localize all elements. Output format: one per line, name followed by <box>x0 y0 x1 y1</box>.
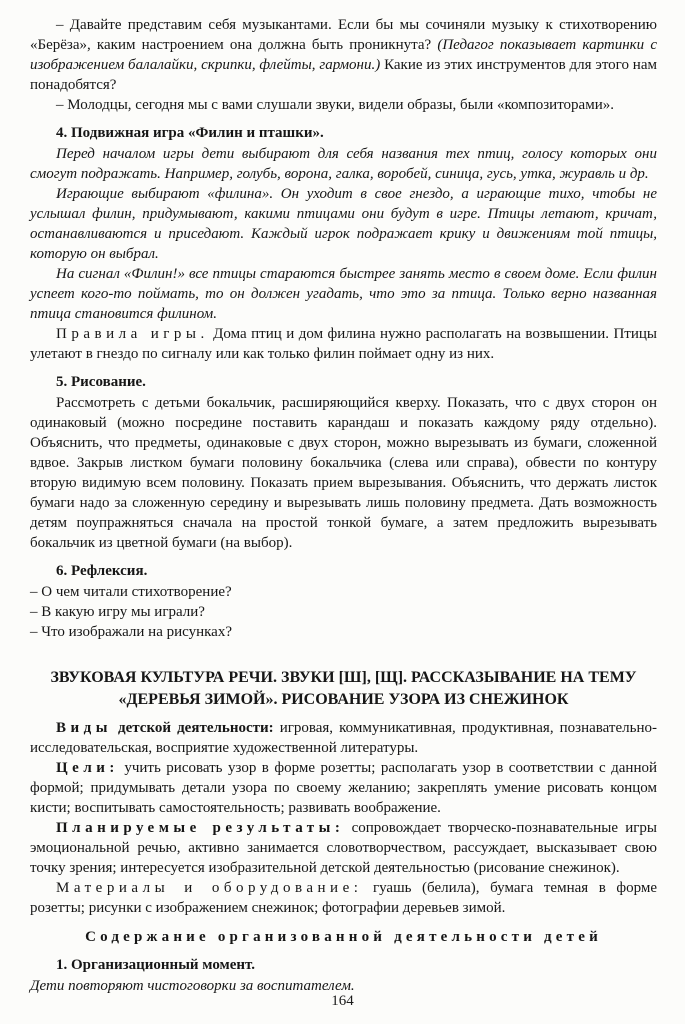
activity-types-label-spaced: Виды <box>56 720 112 736</box>
paragraph-org-moment: Дети повторяют чистоговорки за воспитателем. <box>30 978 355 994</box>
paragraph-goals <box>30 758 657 818</box>
goals-text: учить рисовать узор в форме розетты; располагать узор в соответствии с данной формой; придумывать детали узора по своему желанию; закреплять умение рисовать концом кисти; воспитывать самостоятельность; развивать воображение. <box>30 760 657 816</box>
paragraph-game-signal: На сигнал «Филин!» все птицы стараются быстрее занять место в своем доме. Если филин успеет кого-то поймать, то он должен угадать, что это за птица. Только верно названная птица становится филином. <box>30 266 657 322</box>
paragraph-dialogue-praise: – Молодцы, сегодня мы с вами слушали звуки, видели образы, были «композиторами». <box>56 97 614 113</box>
section-heading-org-moment: 1. Организационный момент. <box>56 957 256 973</box>
materials-label: Материалы и оборудование: <box>56 880 363 896</box>
section-heading-game: 4. Подвижная игра «Филин и пташки». <box>56 125 324 141</box>
paragraph-game-description: Играющие выбирают «филина». Он уходит в свое гнездо, а играющие тихо, чтобы не услышал филин, придумывают, какими птицами они будут в игре. Птицы летают, кричат, останавливаются и приседают. Каждый игрок подражает крику и движениям той птицы, которую он выбрал. <box>30 186 657 262</box>
page-number: 164 <box>331 993 354 1009</box>
planned-results-label: Планируемые результаты: <box>56 820 345 836</box>
paragraph-activity-types <box>30 718 657 758</box>
planned-results-text: сопровождает творческо-познавательные игры эмоциональной речью, активно занимается словотворчеством, рассуждает, высказывает свою точку зрения; интересуется изобразительной детской деятельностью (рисование снежинок). <box>30 820 657 876</box>
rules-label: Правила игры. <box>56 326 209 342</box>
section-heading-drawing: 5. Рисование. <box>56 374 146 390</box>
paragraph-music-dialogue <box>30 15 657 95</box>
paragraph-game-rules <box>30 324 657 364</box>
section-heading-reflection: 6. Рефлексия. <box>56 563 148 579</box>
paragraph-game-intro: Перед началом игры дети выбирают для себя названия тех птиц, голосу которых они смогут подражать. Например, голубь, ворона, галка, воробей, синица, гусь, утка, журавль и др. <box>30 146 657 182</box>
paragraph-planned-results <box>30 818 657 878</box>
reflection-question-2: – В какую игру мы играли? <box>30 604 205 620</box>
lesson-title: ЗВУКОВАЯ КУЛЬТУРА РЕЧИ. ЗВУКИ [Ш], [Щ]. РАССКАЗЫВАНИЕ НА ТЕМУ «ДЕРЕВЬЯ ЗИМОЙ». РИСОВАНИЕ УЗОРА ИЗ СНЕЖИНОК <box>50 669 637 708</box>
reflection-question-1: – О чем читали стихотворение? <box>30 584 232 600</box>
dialogue-line-text-cont: Какие из этих инструментов для этого нам понадобятся? <box>30 57 657 93</box>
teacher-action-note: (Педагог показывает картинки с изображением балалайки, скрипки, флейты, гармони.) <box>30 37 657 73</box>
content-section-heading: Содержание организованной деятельности детей <box>85 929 602 945</box>
materials-text: гуашь (белила), бумага темная в форме розетты; рисунки с изображением снежинок; фотографии деревьев зимой. <box>30 880 657 916</box>
dialogue-line-text: – Давайте представим себя музыкантами. Если бы мы сочиняли музыку к стихотворению «Берёза», каким настроением она должна быть проникнута? <box>30 17 657 53</box>
activity-types-label: детской деятельности: <box>111 720 280 736</box>
activity-types-text: игровая, коммуникативная, продуктивная, познавательно-исследовательская, восприятие художественной литературы. <box>30 720 657 756</box>
paragraph-drawing-instructions: Рассмотреть с детьми бокальчик, расширяющийся кверху. Показать, что с двух сторон он одинаковый (можно посредине поставить карандаш и показать каждому ряду отдельно). Объяснить, что предметы, одинаковые с двух сторон, можно вырезывать из бумаги, сложенной вдвое. Закрыв листком бумаги половину бокальчика (слева или справа), обвести по контуру вторую видимую всем половину. Показать прием вырезывания. Объяснить, что держать листок бумаги надо за сложенную середину и вырезывать лишь половину предмета. Дать возможность детям поупражняться сначала на простой тонкой бумаге, а затем предложить вырезывать бокальчик из цветной бумаги (на выбор). <box>30 395 657 551</box>
goals-label: Цели: <box>56 760 119 776</box>
paragraph-materials <box>30 878 657 918</box>
reflection-question-3: – Что изображали на рисунках? <box>30 624 233 640</box>
rules-text: Дома птиц и дом филина нужно располагать на возвышении. Птицы улетают в гнездо по сигналу или как только филин поймает одну из них. <box>30 326 657 362</box>
